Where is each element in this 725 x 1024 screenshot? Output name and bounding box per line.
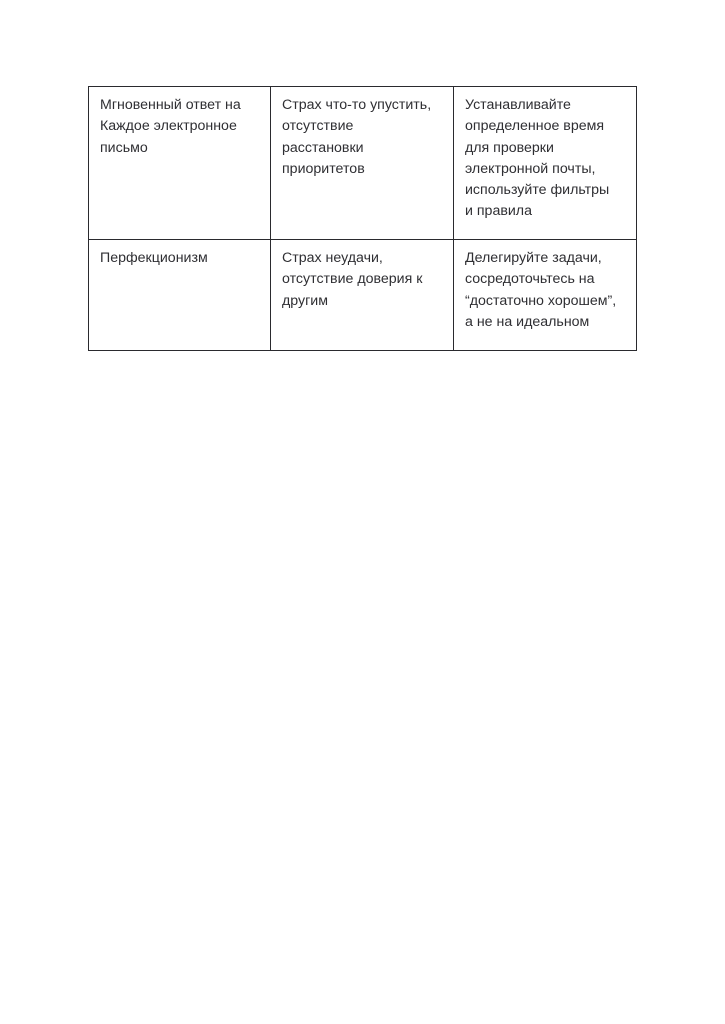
cell-habit: Перфекционизм bbox=[89, 240, 271, 351]
cell-habit: Мгновенный ответ на Каждое электронное письмо bbox=[89, 87, 271, 240]
cell-solution: Устанавливайте определенное время для проверки электронной почты, используйте фильтры и правила bbox=[454, 87, 637, 240]
cell-cause: Страх неудачи, отсутствие доверия к другим bbox=[271, 240, 454, 351]
table-row bbox=[89, 240, 637, 351]
habits-table bbox=[88, 86, 637, 351]
cell-cause: Страх что-то упустить, отсутствие расстановки приоритетов bbox=[271, 87, 454, 240]
cell-solution: Делегируйте задачи, сосредоточьтесь на “достаточно хорошем”, а не на идеальном bbox=[454, 240, 637, 351]
table-row bbox=[89, 87, 637, 240]
